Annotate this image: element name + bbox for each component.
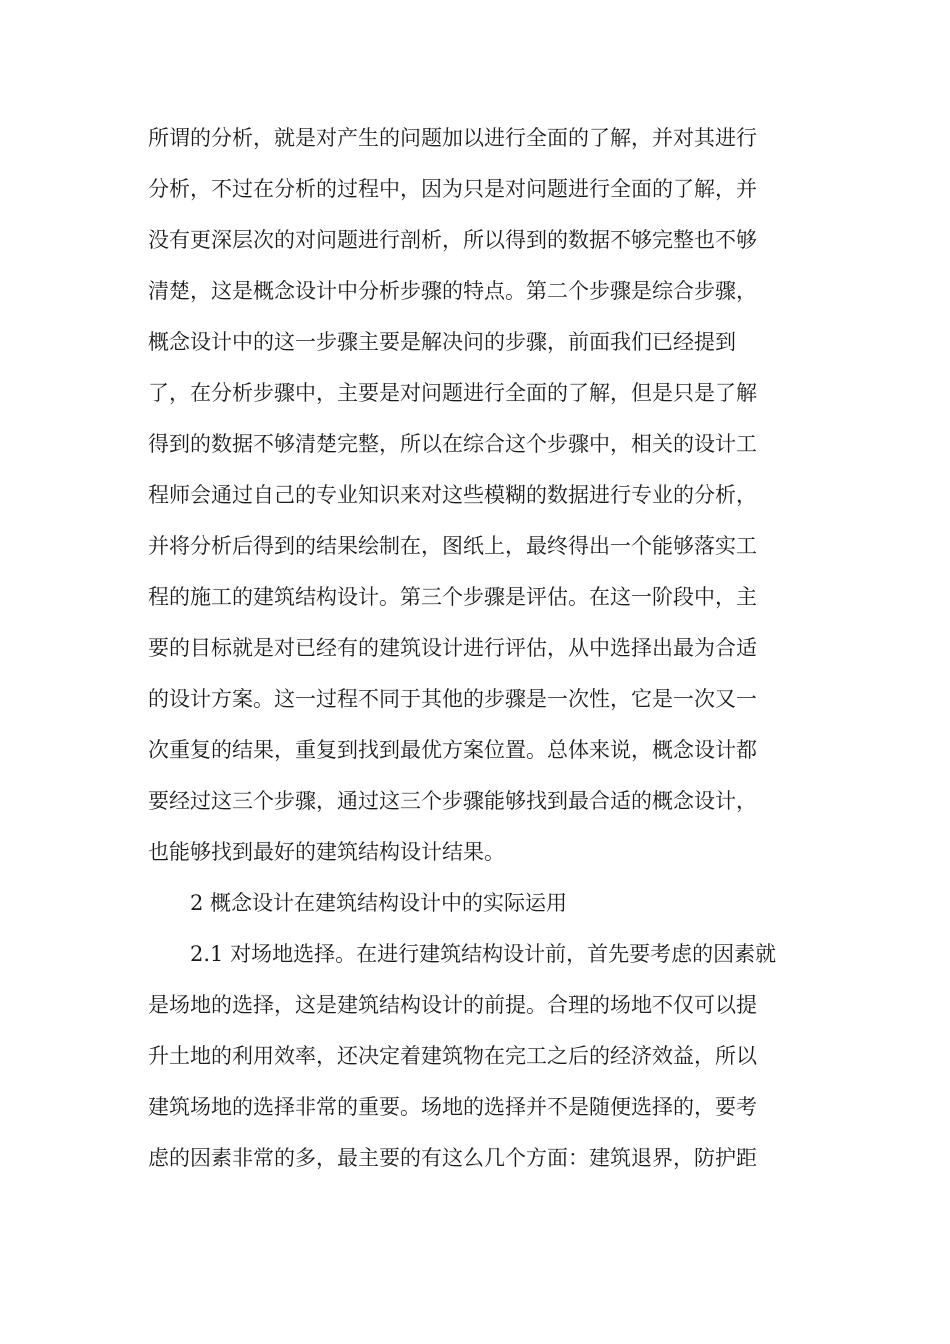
text-line: 要经过这三个步骤，通过这三个步骤能够找到最合适的概念设计， — [148, 789, 757, 813]
text-line: 虑的因素非常的多，最主要的有这么几个方面：建筑退界，防护距 — [148, 1146, 757, 1170]
text-line: 程师会通过自己的专业知识来对这些模糊的数据进行专业的分析， — [148, 483, 757, 507]
text-line: 概念设计中的这一步骤主要是解决问的步骤，前面我们已经提到 — [148, 330, 736, 354]
text-line: 清楚，这是概念设计中分析步骤的特点。第二个步骤是综合步骤， — [148, 279, 757, 303]
text-line: 的设计方案。这一过程不同于其他的步骤是一次性，它是一次又一 — [148, 687, 757, 711]
text-line: 没有更深层次的对问题进行剖析，所以得到的数据不够完整也不够 — [148, 228, 757, 252]
text-line: 所谓的分析，就是对产生的问题加以进行全面的了解，并对其进行 — [148, 126, 757, 150]
text-line: 程的施工的建筑结构设计。第三个步骤是评估。在这一阶段中，主 — [148, 585, 757, 609]
heading-line: 2 概念设计在建筑结构设计中的实际运用 — [190, 891, 568, 915]
text-line: 也能够找到最好的建筑结构设计结果。 — [148, 840, 505, 864]
text-line: 分析，不过在分析的过程中，因为只是对问题进行全面的了解，并 — [148, 177, 757, 201]
text-line: 得到的数据不够清楚完整，所以在综合这个步骤中，相关的设计工 — [148, 432, 757, 456]
text-line: 了，在分析步骤中，主要是对问题进行全面的了解，但是只是了解 — [148, 381, 757, 405]
text-line: 建筑场地的选择非常的重要。场地的选择并不是随便选择的，要考 — [148, 1095, 757, 1119]
text-line: 要的目标就是对已经有的建筑设计进行评估，从中选择出最为合适 — [148, 636, 757, 660]
body-text — [148, 113, 808, 1184]
text-line: 升土地的利用效率，还决定着建筑物在完工之后的经济效益，所以 — [148, 1044, 757, 1068]
heading-line: 2.1 对场地选择。在进行建筑结构设计前，首先要考虑的因素就 — [190, 942, 777, 966]
text-line: 次重复的结果，重复到找到最优方案位置。总体来说，概念设计都 — [148, 738, 757, 762]
text-line: 是场地的选择，这是建筑结构设计的前提。合理的场地不仅可以提 — [148, 993, 757, 1017]
text-line: 并将分析后得到的结果绘制在，图纸上，最终得出一个能够落实工 — [148, 534, 757, 558]
